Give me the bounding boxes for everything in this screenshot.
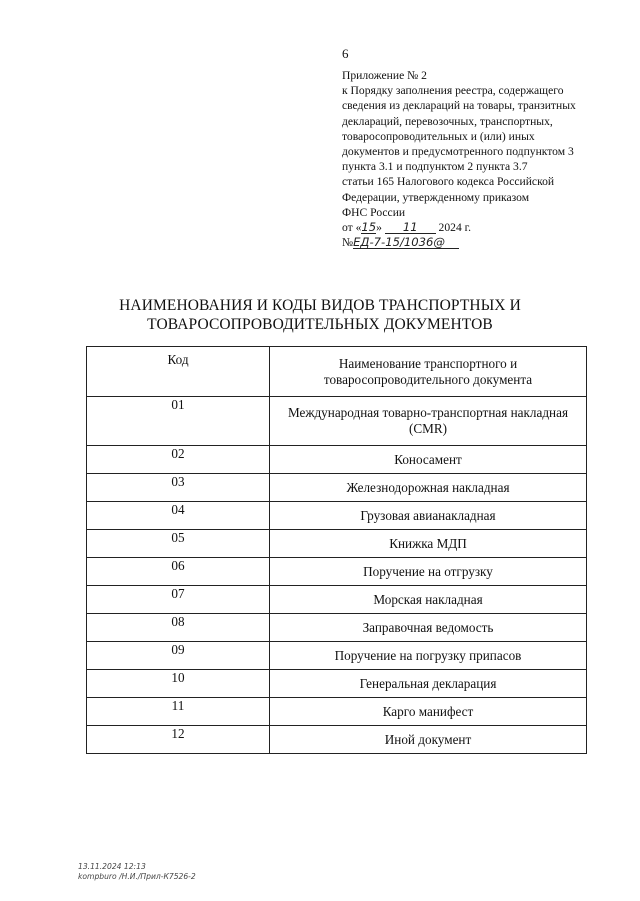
print-stamp [78,862,196,882]
annex-line: статьи 165 Налогового кодекса Российской [342,175,555,189]
date-prefix: от « [342,221,362,234]
name-cell: Генеральная декларация [270,670,587,698]
annex-line: Приложение № 2 [342,69,427,82]
table-row [87,614,587,642]
name-cell: Иной документ [270,726,587,754]
code-cell: 07 [87,586,270,614]
annex-line: Федерации, утвержденному приказом [342,190,530,204]
document-title [0,296,640,334]
code-cell: 02 [87,446,270,474]
page-number: 6 [342,46,349,61]
order-reference [342,220,612,250]
order-date [342,220,612,235]
name-cell: Коносамент [270,446,587,474]
date-mid: » [376,221,382,234]
order-day: 15 [361,220,377,234]
header-name-line: товаросопроводительного документа [323,371,533,387]
table-row [87,530,587,558]
table-row [87,502,587,530]
header-name-line: Наименование транспортного и [338,355,518,371]
name-line: Международная товарно-транспортная накладная [287,405,569,420]
table-row [87,397,587,446]
name-cell: Карго манифест [270,698,587,726]
code-cell: 10 [87,670,270,698]
table-row [87,642,587,670]
table-row [87,446,587,474]
name-cell: Книжка МДП [270,530,587,558]
table-row [87,698,587,726]
name-cell: Грузовая авианакладная [270,502,587,530]
annex-line: ФНС России [342,205,406,219]
name-cell: Поручение на погрузку припасов [270,642,587,670]
order-number-value: ЕД-7-15/1036@ [353,236,459,249]
table-row [87,726,587,754]
title-line: НАИМЕНОВАНИЯ И КОДЫ ВИДОВ ТРАНСПОРТНЫХ И [119,297,521,314]
code-cell: 01 [87,397,270,446]
code-cell: 12 [87,726,270,754]
title-line: ТОВАРОСОПРОВОДИТЕЛЬНЫХ ДОКУМЕНТОВ [147,316,493,333]
header-code: Код [87,347,270,397]
annex-line: пункта 3.1 и подпунктом 2 пункта 3.7 [342,160,528,174]
order-number [342,235,612,250]
table-row [87,474,587,502]
print-reference: kompburo /Н.И./Прил-К7526-2 [78,872,196,881]
code-cell: 06 [87,558,270,586]
print-timestamp: 13.11.2024 12:13 [78,862,146,871]
code-cell: 05 [87,530,270,558]
number-prefix: № [342,236,354,250]
code-cell: 09 [87,642,270,670]
header-name [270,347,587,397]
order-year: 2024 г. [438,221,471,234]
order-month: 11 [385,221,436,234]
annex-line: документов и предусмотренного подпунктом 3 [342,145,574,159]
table-row [87,586,587,614]
annex-block [342,68,612,220]
name-cell [270,397,587,446]
annex-line: товаросопроводительных и (или) иных [342,129,535,143]
table-row [87,558,587,586]
code-cell: 11 [87,698,270,726]
table-header-row [87,347,587,397]
name-cell: Железнодорожная накладная [270,474,587,502]
code-cell: 03 [87,474,270,502]
code-cell: 04 [87,502,270,530]
name-cell: Заправочная ведомость [270,614,587,642]
name-cell: Поручение на отгрузку [270,558,587,586]
name-line: (CMR) [408,421,448,436]
annex-line: к Порядку заполнения реестра, содержащего [342,84,564,98]
name-cell: Морская накладная [270,586,587,614]
table-row [87,670,587,698]
annex-line: сведения из деклараций на товары, транзитных [342,99,576,113]
annex-line: деклараций, перевозочных, транспортных, [342,114,553,128]
code-cell: 08 [87,614,270,642]
codes-table [86,346,587,754]
